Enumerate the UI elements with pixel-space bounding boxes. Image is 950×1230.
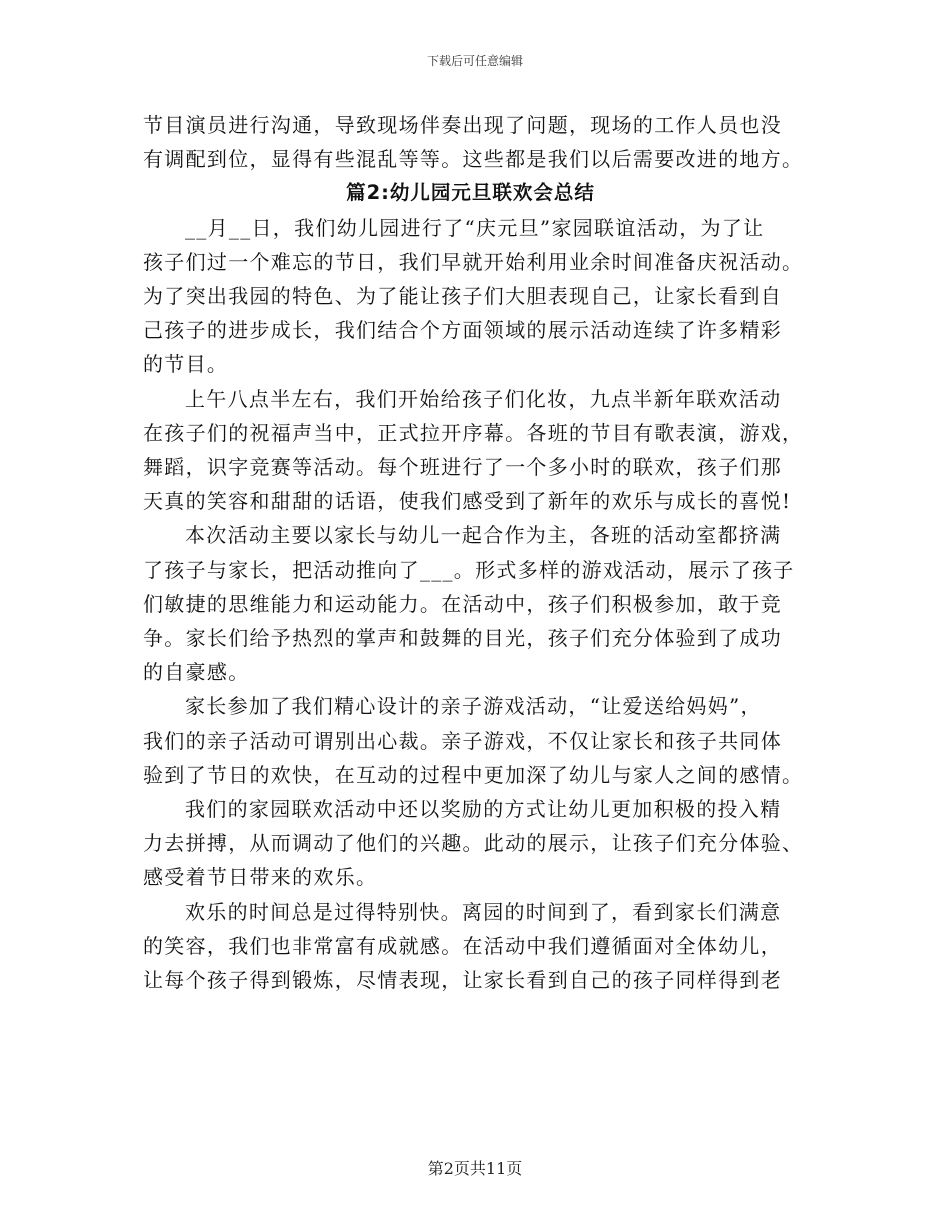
text-line: 我们的亲子活动可谓别出心裁。亲子游戏，不仅让家长和孩子共同体 [143, 728, 782, 753]
text-line: 欢乐的时间总是过得特别快。离园的时间到了，看到家长们满意 [185, 899, 782, 924]
text-line: 我们的家园联欢活动中还以奖励的方式让幼儿更加积极的投入精 [185, 797, 782, 822]
text-line: 感受着节日带来的欢乐。 [143, 865, 378, 890]
text-line: 上午八点半左右，我们开始给孩子们化妆，九点半新年联欢活动 [185, 386, 782, 411]
text-line: 节目演员进行沟通，导致现场伴奏出现了问题，现场的工作人员也没 [143, 113, 782, 137]
section-title: 篇2:幼儿园元旦联欢会总结 [346, 181, 595, 205]
page-header: 下载后可任意编辑 [426, 54, 523, 68]
text-line: 了孩子与家长，把活动推向了___。形式多样的游戏活动，展示了孩子 [143, 557, 795, 582]
document-body [143, 108, 804, 997]
text-line: 为了突出我园的特色、为了能让孩子们大胆表现自己，让家长看到自 [143, 284, 782, 309]
text-line: 在孩子们的祝福声当中，正式拉开序幕。各班的节目有歌表演，游戏， [143, 420, 804, 445]
text-line: 们敏捷的思维能力和运动能力。在活动中，孩子们积极参加，敢于竞 [143, 591, 782, 616]
text-line: 的笑容，我们也非常富有成就感。在活动中我们遵循面对全体幼儿， [143, 933, 782, 958]
text-line: 的节目。 [143, 352, 229, 377]
text-line: 舞蹈，识字竞赛等活动。每个班进行了一个多小时的联欢，孩子们那 [143, 455, 782, 480]
text-line: 让每个孩子得到锻炼，尽情表现，让家长看到自己的孩子同样得到老 [143, 968, 782, 993]
text-line: 争。家长们给予热烈的掌声和鼓舞的目光，孩子们充分体验到了成功 [143, 626, 782, 651]
text-line: 的自豪感。 [143, 660, 250, 685]
page-footer: 第2页共11页 [427, 1159, 523, 1178]
text-line: 孩子们过一个难忘的节日，我们早就开始利用业余时间准备庆祝活动。 [143, 249, 804, 274]
text-line: 天真的笑容和甜甜的话语，使我们感受到了新年的欢乐与成长的喜悦! [143, 489, 792, 514]
text-line: 验到了节日的欢快，在互动的过程中更加深了幼儿与家人之间的感情。 [143, 762, 804, 787]
text-line: __月__日，我们幼儿园进行了“庆元旦”家园联谊活动，为了让 [185, 215, 765, 240]
text-line: 己孩子的进步成长，我们结合个方面领域的展示活动连续了许多精彩 [143, 318, 782, 343]
text-line: 本次活动主要以家长与幼儿一起合作为主，各班的活动室都挤满 [185, 523, 782, 548]
text-line: 家长参加了我们精心设计的亲子游戏活动，“让爱送给妈妈”， [185, 694, 762, 719]
text-line: 有调配到位，显得有些混乱等等。这些都是我们以后需要改进的地方。 [143, 147, 804, 172]
text-line: 力去拼搏，从而调动了他们的兴趣。此动的展示，让孩子们充分体验、 [143, 831, 804, 856]
